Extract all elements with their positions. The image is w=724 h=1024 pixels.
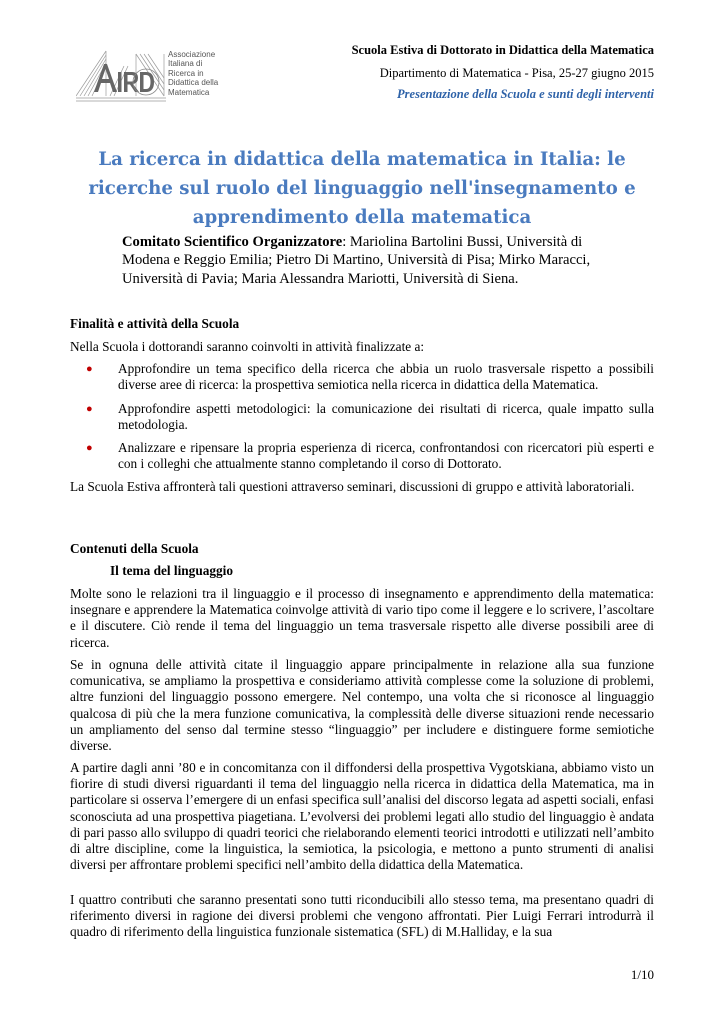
subsection-heading-linguaggio: Il tema del linguaggio xyxy=(110,563,234,578)
section-heading-finalita: Finalità e attività della Scuola xyxy=(70,316,240,331)
bullet-icon: ● xyxy=(86,363,93,375)
committee-label: Comitato Scientifico Organizzatore xyxy=(122,234,343,250)
paragraph: Molte sono le relazioni tra il linguaggio e il processo di insegnamento e apprendimento della matematica: insegnare e apprendere la Matematica coinvolge attività di vario tipo come il leggere e lo scrivere, l’ascoltare e il discutere. Ciò rende il tema del linguaggio un tema trasversale rispetto alle diverse possibili aree di ricerca. xyxy=(70,586,654,650)
document-title: La ricerca in didattica della matematica in Italia: le ricerche sul ruolo del linguaggio nell'insegnamento e apprendimento della matematica xyxy=(88,149,636,228)
paragraph: Se in ognuna delle attività citate il linguaggio appare principalmente in relazione alla sua funzione comunicativa, se ampliamo la prospettiva e consideriamo attività complesse come la soluzione di problemi, altre funzioni del linguaggio possono emergere. Nel contempo, una volta che si riconosce al linguaggio qualcosa di più che la mera funzione comunicativa, la complessità delle diverse situazioni rende necessario un ampliamento del senso dal termine stesso “linguaggio” per includere e distinguere forme semiotiche diverse. xyxy=(70,657,654,754)
header-place: Dipartimento di Matematica - Pisa, 25-27 giugno 2015 xyxy=(379,66,654,80)
section1-closing: La Scuola Estiva affronterà tali questioni attraverso seminari, discussioni di gruppo e attività laboratoriali. xyxy=(70,479,635,494)
page-number: 1/10 xyxy=(630,967,654,982)
bullet-text: Analizzare e ripensare la propria esperienza di ricerca, confrontandosi con ricercatori più esperti e con i colleghi che attualmente stanno completando il corso di Dottorato. xyxy=(118,440,654,472)
committee-members: : Mariolina Bartolini Bussi, Università di Modena e Reggio Emilia; Pietro Di Martino, Università di Pisa; Mirko Maracci, Università di Pavia; Maria Alessandra Mariotti, Università di Siena. xyxy=(122,234,591,287)
header-school: Scuola Estiva di Dottorato in Didattica della Matematica xyxy=(351,43,654,57)
bullet-text: Approfondire aspetti metodologici: la comunicazione dei risultati di ricerca, quale impatto sulla metodologia. xyxy=(118,401,654,433)
paragraph: A partire dagli anni ’80 e in concomitanza con il diffondersi della prospettiva Vygotskiana, abbiamo visto un fiorire di studi diversi riguardanti il tema del linguaggio nella ricerca in didattica della Matematica, ma in particolare si osserva l’emergere di un enfasi specifica sull’analisi del discorso legata ad aspetti sociali, enfasi sconosciuta ad una prospettiva piagetiana. L’evolversi dei problemi legati allo studio del linguaggio è andata di pari passo allo sviluppo di quadri teorici che rielaborando elementi teorici introdotti e utilizzati nell’ambito di altre discipline, come la linguistica, la semiotica, la psicologia, e mettono a punto strumenti di analisi diversi per affrontare problemi specifici nell’ambito della didattica della Matematica. xyxy=(70,760,654,873)
section-heading-contenuti: Contenuti della Scuola xyxy=(70,541,199,556)
section1-intro: Nella Scuola i dottorandi saranno coinvolti in attività finalizzate a: xyxy=(70,339,425,354)
logo-line: Associazione xyxy=(168,50,216,59)
committee-block xyxy=(122,233,612,288)
bullet-icon: ● xyxy=(86,442,93,454)
logo-line: Ricerca in xyxy=(168,68,204,78)
airdm-logo xyxy=(76,46,246,108)
logo-line: Didattica della xyxy=(168,78,219,88)
paragraph: I quattro contributi che saranno presentati sono tutti riconducibili allo stesso tema, ma presentano quadri di riferimento diversi in ragione dei diversi problemi che vengono affrontati. Pier Luigi Ferrari introdurrà il quadro di riferimento della linguistica funzionale sistematica (SFL) di M.Halliday, e la sua xyxy=(70,892,654,940)
header-subtitle: Presentazione della Scuola e sunti degli interventi xyxy=(397,87,654,101)
logo-line: Italiana di xyxy=(168,59,203,69)
bullet-icon: ● xyxy=(86,403,93,415)
airdm-logo-mark xyxy=(76,46,168,108)
bullet-text: Approfondire un tema specifico della ricerca che abbia un ruolo trasversale rispetto a possibili diverse aree di ricerca: la prospettiva semiotica nella ricerca in didattica della Matematica. xyxy=(118,361,654,393)
logo-line: Matematica xyxy=(168,87,210,97)
logo-caption xyxy=(168,50,218,97)
